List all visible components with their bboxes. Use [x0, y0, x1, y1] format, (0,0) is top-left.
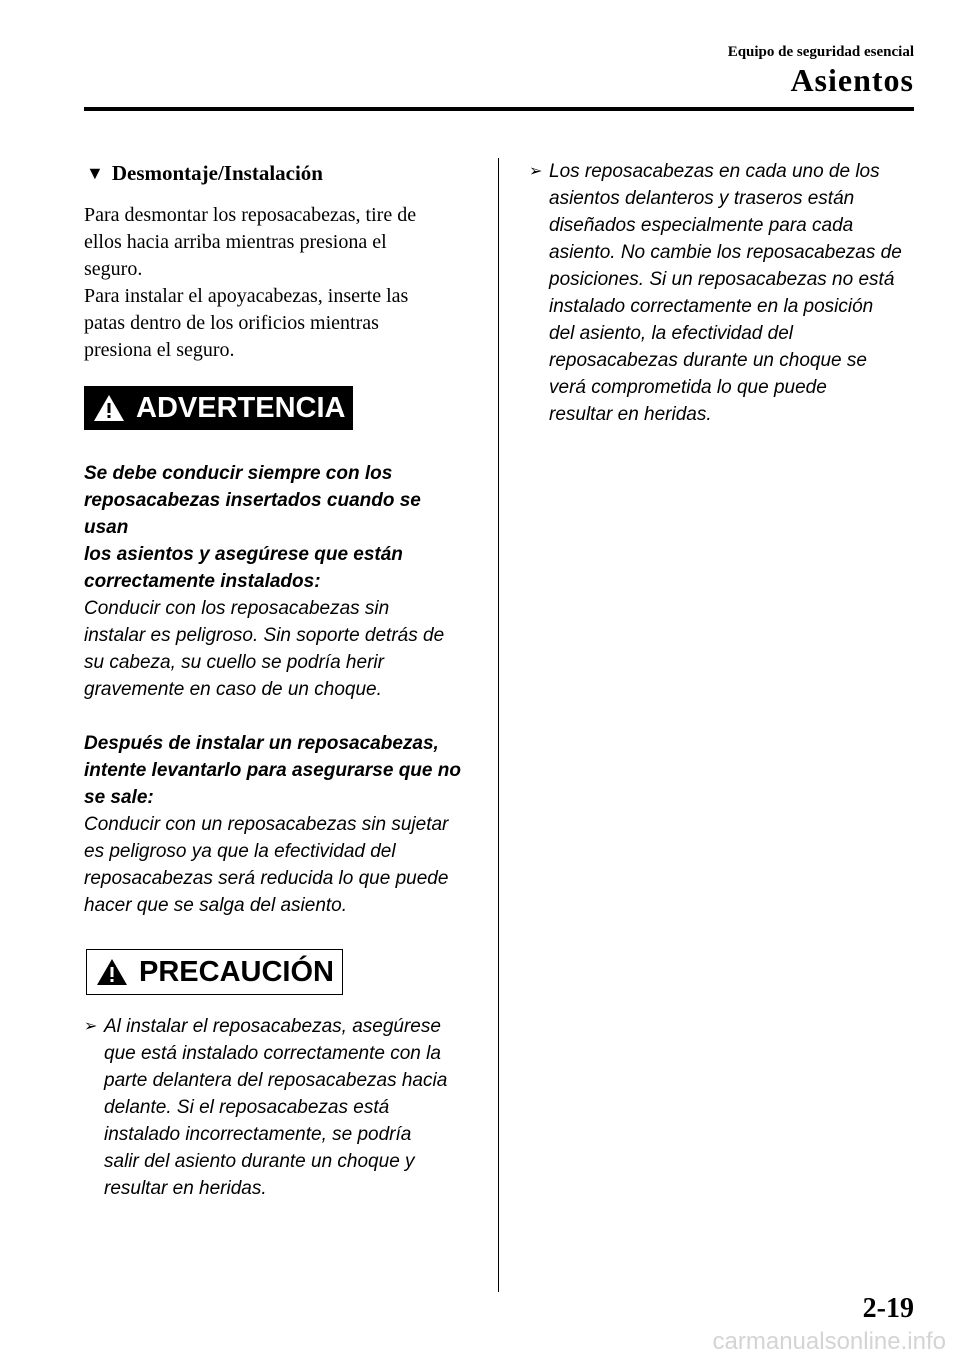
caution-line: instalado incorrectamente, se podría: [104, 1124, 412, 1145]
caution-line: asientos delanteros y traseros están: [549, 188, 855, 209]
caution-label-box: [86, 949, 343, 995]
caution-line: parte delantera del reposacabezas hacia: [104, 1070, 448, 1091]
caution-line: resultar en heridas.: [549, 404, 712, 425]
caution-line: verá comprometida lo que puede: [549, 377, 827, 398]
right-column: [529, 158, 919, 428]
warning-lead-line: reposacabezas insertados cuando se usan: [84, 490, 421, 538]
caution-line: instalado correctamente en la posición: [549, 296, 874, 317]
body-line: Para desmontar los reposacabezas, tire de: [84, 204, 417, 226]
caution-line: salir del asiento durante un choque y: [104, 1151, 415, 1172]
warning-text-line: hacer que se salga del asiento.: [84, 895, 348, 916]
arrow-bullet-icon: ➢: [529, 163, 543, 180]
caution-line: posiciones. Si un reposacabezas no está: [549, 269, 895, 290]
arrow-bullet-icon: ➢: [84, 1018, 98, 1035]
warning-text-line: Conducir con los reposacabezas sin: [84, 598, 390, 619]
caution-item-text: [549, 158, 902, 428]
body-line: Para instalar el apoyacabezas, inserte las: [84, 285, 409, 307]
header-divider: [84, 107, 914, 111]
page-number: 2-19: [862, 1293, 914, 1324]
triangle-down-icon: ▼: [86, 163, 104, 183]
warning-lead-line: Se debe conducir siempre con los: [84, 463, 393, 484]
body-line: seguro.: [84, 258, 143, 280]
subheading: [84, 158, 470, 188]
caution-line: Los reposacabezas en cada uno de los: [549, 161, 880, 182]
body-line: presiona el seguro.: [84, 339, 235, 361]
warning-triangle-icon: [95, 957, 129, 987]
warning-text-line: es peligroso ya que la efectividad del: [84, 841, 396, 862]
warning-block: [84, 460, 470, 703]
warning-label-box: [84, 386, 353, 430]
page-title: Asientos: [790, 62, 914, 98]
caution-line: asiento. No cambie los reposacabezas de: [549, 242, 902, 263]
caution-line: del asiento, la efectividad del: [549, 323, 793, 344]
body-paragraph: [84, 202, 470, 364]
left-column: [84, 158, 470, 1202]
warning-text-line: Conducir con un reposacabezas sin sujetar: [84, 814, 449, 835]
warning-lead-line: se sale:: [84, 787, 154, 808]
subheading-label: Desmontaje/Instalación: [111, 161, 323, 185]
caution-item-text: [104, 1013, 447, 1202]
warning-block: [84, 730, 470, 919]
caution-line: reposacabezas durante un choque se: [549, 350, 867, 371]
warning-triangle-icon: [92, 393, 126, 423]
warning-lead-line: Después de instalar un reposacabezas,: [84, 733, 439, 754]
warning-text-line: instalar es peligroso. Sin soporte detrás de: [84, 625, 445, 646]
caution-line: diseñados especialmente para cada: [549, 215, 854, 236]
caution-line: Al instalar el reposacabezas, asegúrese: [104, 1016, 441, 1037]
caution-label: PRECAUCIÓN: [139, 955, 334, 988]
body-line: ellos hacia arriba mientras presiona el: [84, 231, 387, 253]
caution-line: que está instalado correctamente con la: [104, 1043, 441, 1064]
warning-text-line: reposacabezas será reducida lo que puede: [84, 868, 449, 889]
body-line: patas dentro de los orificios mientras: [84, 312, 379, 334]
warning-label: ADVERTENCIA: [136, 391, 346, 424]
warning-lead-line: intente levantarlo para asegurarse que no: [84, 760, 461, 781]
header-section-title: Equipo de seguridad esencial: [727, 44, 914, 60]
warning-lead-line: correctamente instalados:: [84, 571, 321, 592]
warning-lead-line: los asientos y asegúrese que están: [84, 544, 403, 565]
column-divider: [498, 158, 499, 1292]
caution-list-item: [529, 158, 919, 428]
watermark: carmanualsonline.info: [712, 1328, 946, 1355]
caution-list-item: [84, 1013, 470, 1202]
caution-line: resultar en heridas.: [104, 1178, 267, 1199]
caution-line: delante. Si el reposacabezas está: [104, 1097, 390, 1118]
warning-text-line: gravemente en caso de un choque.: [84, 679, 382, 700]
caution-header: [86, 949, 470, 995]
warning-text-line: su cabeza, su cuello se podría herir: [84, 652, 384, 673]
